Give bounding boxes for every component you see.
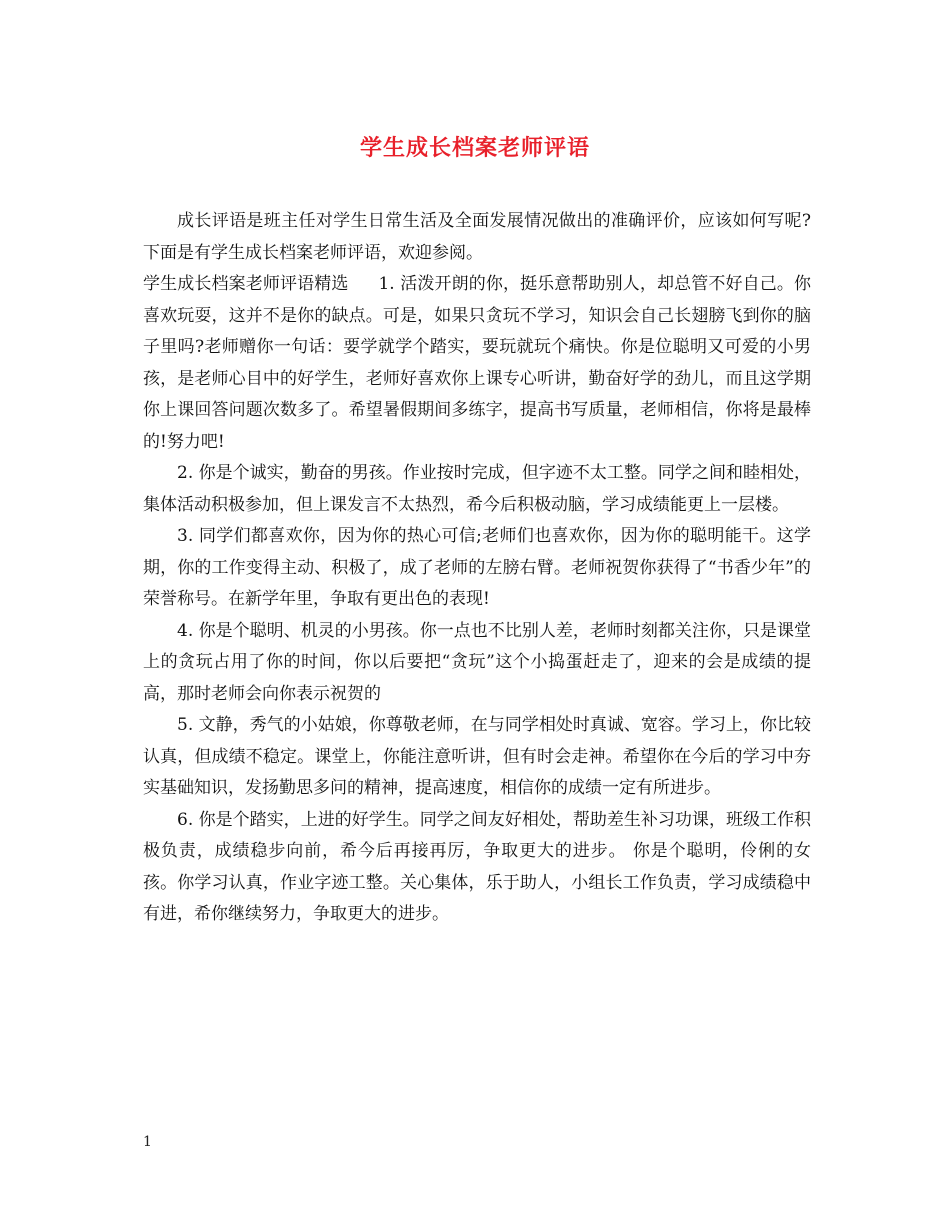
comment-paragraph-4: 4. 你是个聪明、机灵的小男孩。你一点也不比别人差，老师时刻都关注你，只是课堂上的贪玩占用了你的时间，你以后要把“贪玩”这个小捣蛋赶走了，迎来的会是成绩的提高，那时老师会向你表示祝贺的	[143, 620, 811, 704]
page-number: 1	[143, 1134, 152, 1150]
document-body	[143, 206, 811, 931]
comment-paragraph-6: 6. 你是个踏实，上进的好学生。同学之间友好相处，帮助差生补习功课，班级工作积极负责，成绩稳步向前，希今后再接再厉，争取更大的进步。 你是个聪明，伶俐的女孩。你学习认真，作业字迹工整。关心集体，乐于助人，小组长工作负责，学习成绩稳中有进，希你继续努力，争取更大的进步。	[143, 809, 811, 924]
intro-paragraph: 成长评语是班主任对学生日常生活及全面发展情况做出的准确评价，应该如何写呢?下面是有学生成长档案老师评语，欢迎参阅。	[143, 211, 811, 263]
section-heading: 学生成长档案老师评语精选	[143, 274, 349, 294]
comment-paragraph-5: 5. 文静，秀气的小姑娘，你尊敬老师，在与同学相处时真诚、宽容。学习上，你比较认真，但成绩不稳定。课堂上，你能注意听讲，但有时会走神。希望你在今后的学习中夯实基础知识，发扬勤思多问的精神，提高速度，相信你的成绩一定有所进步。	[143, 715, 811, 798]
first-entry-paragraph	[143, 269, 811, 458]
comment-paragraph-2: 2. 你是个诚实，勤奋的男孩。作业按时完成，但字迹不太工整。同学之间和睦相处，集体活动积极参加，但上课发言不太热烈，希今后积极动脑，学习成绩能更上一层楼。	[143, 463, 811, 515]
comment-paragraph-1: 1. 活泼开朗的你，挺乐意帮助别人，却总管不好自己。你喜欢玩耍，这并不是你的缺点。可是，如果只贪玩不学习，知识会自己长翅膀飞到你的脑子里吗?老师赠你一句话：要学就学个踏实，要玩就玩个痛快。你是位聪明又可爱的小男孩，是老师心目中的好学生，老师好喜欢你上课专心听讲，勤奋好学的劲儿，而且这学期你上课回答问题次数多了。希望暑假期间多练字，提高书写质量，老师相信，你将是最棒的!努力吧!	[143, 274, 812, 452]
comment-paragraph-3: 3. 同学们都喜欢你，因为你的热心可信;老师们也喜欢你，因为你的聪明能干。这学期，你的工作变得主动、积极了，成了老师的左膀右臂。老师祝贺你获得了“书香少年”的荣誉称号。在新学年里，争取有更出色的表现!	[143, 526, 811, 609]
document-title: 学生成长档案老师评语	[359, 135, 590, 161]
